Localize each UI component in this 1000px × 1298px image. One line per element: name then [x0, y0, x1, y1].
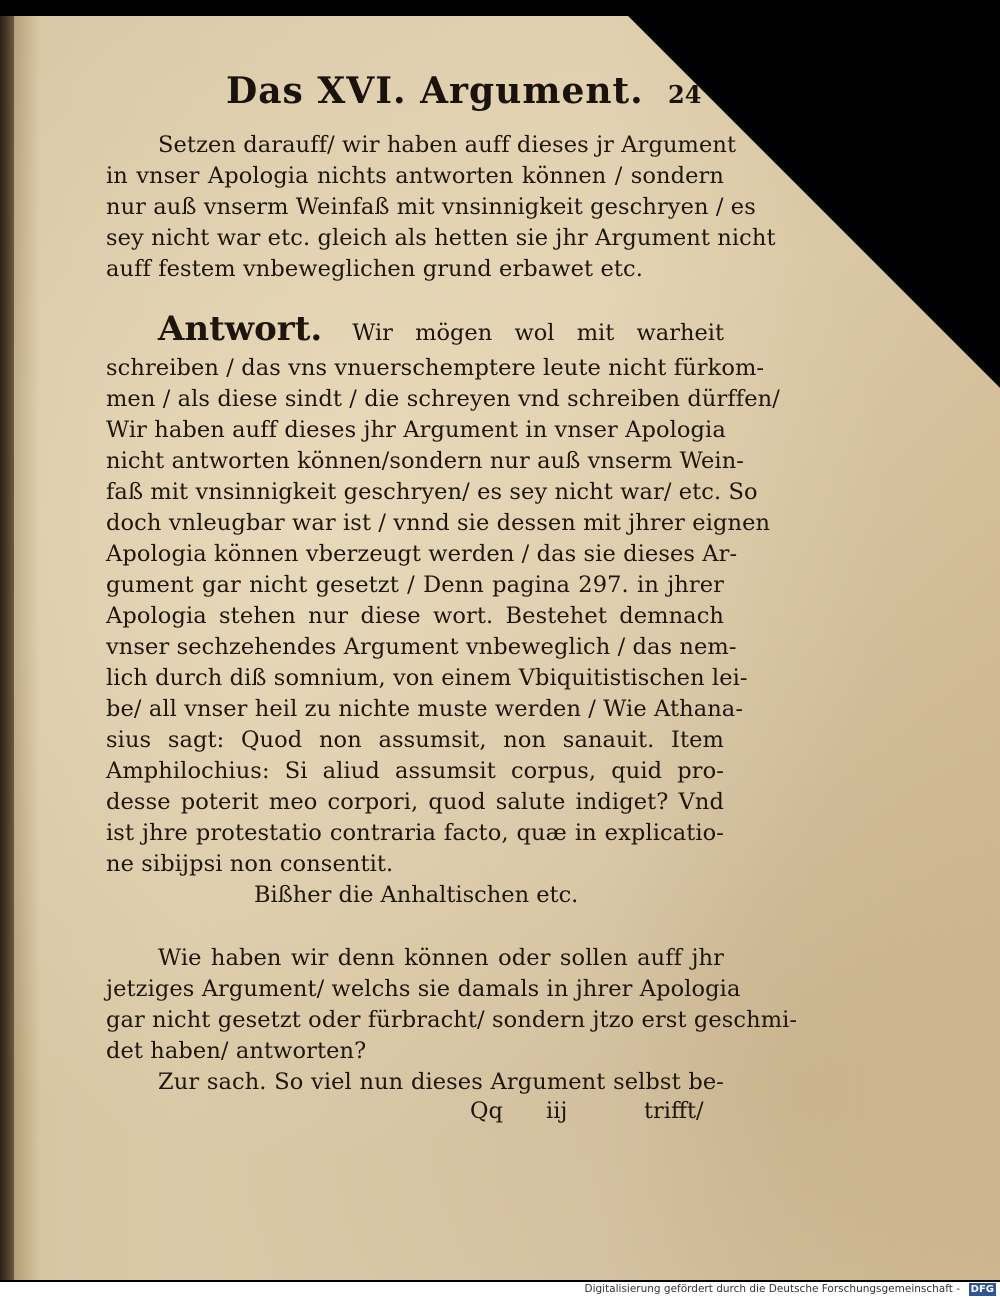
text-line: Wir mögen wol mit warheit — [352, 320, 724, 346]
page-header — [106, 70, 736, 130]
antwort-heading: Antwort. — [158, 309, 323, 349]
antwort-section — [106, 309, 780, 911]
text-line: doch vnleugbar war ist / vnnd sie dessen mit jhrer eignen — [106, 510, 771, 536]
running-title: Das XVI. Argument. — [226, 70, 644, 112]
digitization-credit-bar — [0, 1282, 1000, 1298]
text-line: sey nicht war etc. gleich als hetten sie jhr Argument nicht — [106, 225, 776, 251]
text-line: ne sibijpsi non consentit. — [106, 851, 394, 877]
paragraph-3 — [106, 943, 798, 1067]
text-line: Amphilochius: Si aliud assumsit corpus, quid pro- — [106, 758, 724, 784]
text-line: Setzen darauff/ wir haben auff dieses jr Argument — [158, 132, 737, 158]
text-line: Apologia stehen nur diese wort. Bestehet demnach — [106, 603, 724, 629]
catchword: trifft/ — [644, 1098, 704, 1124]
paragraph-1 — [106, 130, 776, 285]
binding-shadow — [0, 16, 14, 1280]
text-line: desse poterit meo corpori, quod salute indiget? Vnd — [106, 789, 724, 815]
antwort-heading-row — [106, 309, 724, 353]
signature-mark: Qq — [470, 1098, 503, 1124]
text-line: men / als diese sindt / die schreyen vnd schreiben dürffen/ — [106, 386, 780, 412]
text-line: nicht antworten können/sondern nur auß vnserm Wein- — [106, 448, 745, 474]
text-line: sius sagt: Quod non assumsit, non sanauit. Item — [106, 727, 724, 753]
page-text — [106, 70, 798, 1130]
signature-number: iij — [546, 1098, 568, 1124]
page-number: 24 — [668, 80, 702, 109]
text-line: in vnser Apologia nichts antworten können / sondern — [106, 163, 724, 189]
closing-line: Bißher die Anhaltischen etc. — [254, 882, 579, 908]
signature-line — [106, 1098, 736, 1130]
text-line: lich durch diß somnium, von einem Vbiquitistischen lei- — [106, 665, 748, 691]
text-line: schreiben / das vns vnuerschemptere leute nicht fürkom- — [106, 355, 765, 381]
text-line: be/ all vnser heil zu nichte muste werden / Wie Athana- — [106, 696, 744, 722]
text-line: Zur sach. So viel nun dieses Argument selbst be- — [158, 1069, 724, 1095]
text-line: gar nicht gesetzt oder fürbracht/ sondern jtzo erst geschmi- — [106, 1007, 798, 1033]
text-line: nur auß vnserm Weinfaß mit vnsinnigkeit geschryen / es — [106, 194, 756, 220]
text-line: Wie haben wir denn können oder sollen auff jhr — [158, 945, 724, 971]
credit-text: Digitalisierung gefördert durch die Deutsche Forschungsgemeinschaft - — [584, 1283, 960, 1295]
text-line: det haben/ antworten? — [106, 1038, 367, 1064]
paragraph-4 — [106, 1067, 736, 1098]
text-line: faß mit vnsinnigkeit geschryen/ es sey nicht war/ etc. So — [106, 479, 758, 505]
text-line: Wir haben auff dieses jhr Argument in vnser Apologia — [106, 417, 726, 443]
text-line: gument gar nicht gesetzt / Denn pagina 297. in jhrer — [106, 572, 724, 598]
text-line: ist jhre protestatio contraria facto, quæ in explicatio- — [106, 820, 724, 846]
text-line: auff festem vnbeweglichen grund erbawet etc. — [106, 256, 643, 282]
text-line: jetziges Argument/ welchs sie damals in jhrer Apologia — [106, 976, 741, 1002]
dfg-logo: DFG — [970, 1284, 994, 1295]
text-line: Apologia können vberzeugt werden / das sie dieses Ar- — [106, 541, 738, 567]
text-line: vnser sechzehendes Argument vnbeweglich / das nem- — [106, 634, 737, 660]
